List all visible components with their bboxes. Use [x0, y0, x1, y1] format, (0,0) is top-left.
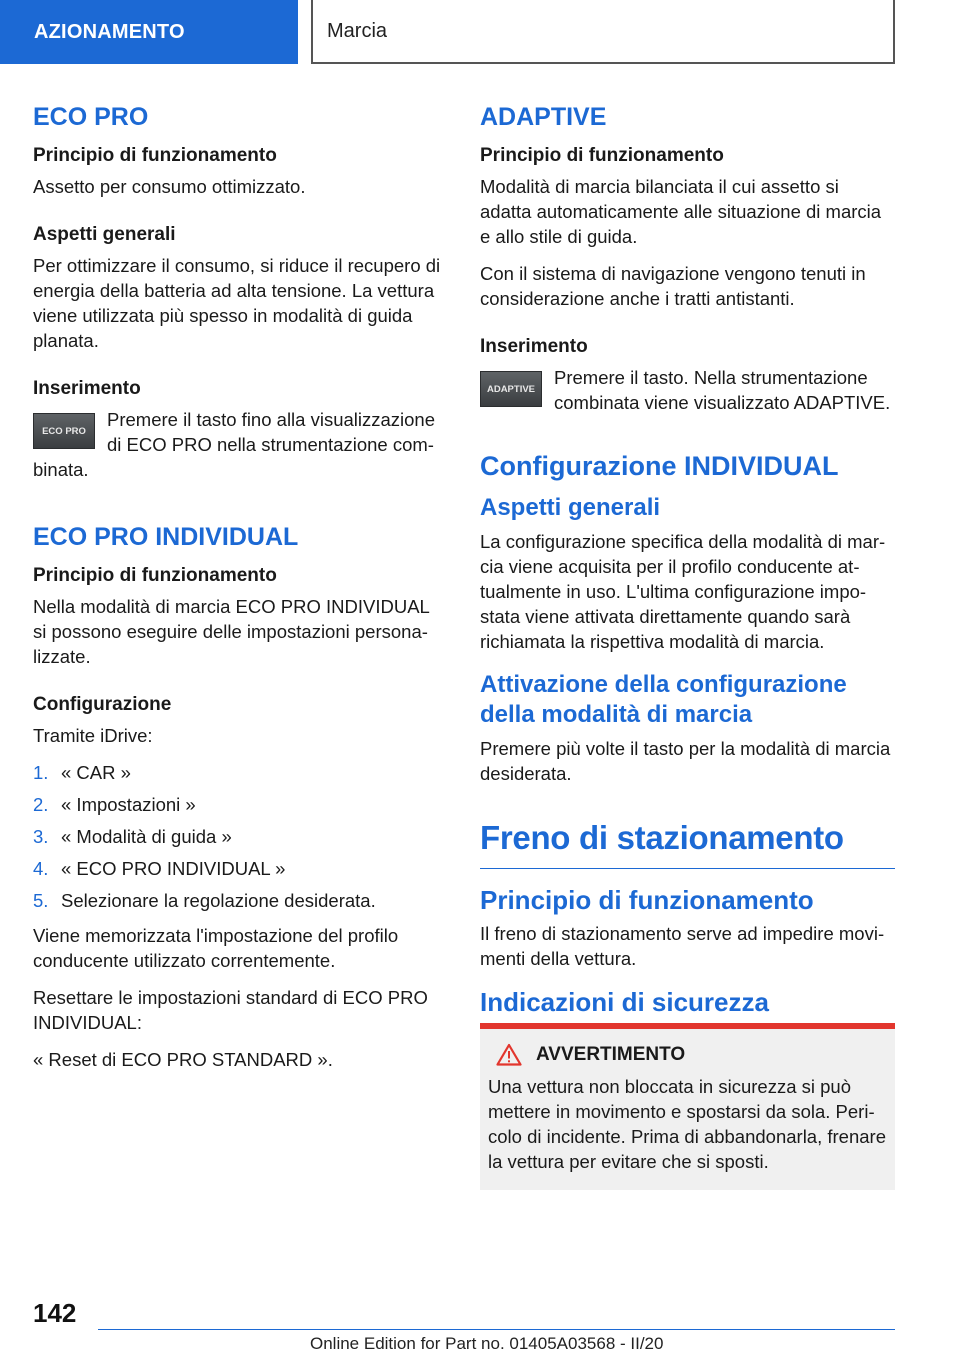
eco-pro-individual-heading: ECO PRO INDIVIDUAL: [33, 523, 299, 551]
footer-divider: [98, 1329, 895, 1330]
eco-pro-insert-text: Premere il tasto fino alla visualizzazione di ECO PRO nella strumentazione combinata.: [33, 409, 436, 480]
parking-brake-principle-text: Il freno di stazionamento serve ad impedire movimenti della vettura.: [480, 923, 885, 969]
list-item: 3. « Modalità di guida »: [33, 826, 232, 847]
eco-pro-principle-heading: Principio di funzionamento: [33, 145, 277, 166]
eco-pro-individual-principle-text: Nella modalità di marcia ECO PRO INDIVIDUAL si possono eseguire delle impostazioni personalizzate.: [33, 596, 430, 667]
safety-heading: Indicazioni di sicurezza: [480, 987, 769, 1017]
section-tab: AZIONAMENTO: [0, 0, 298, 64]
reset-text: Resettare le impostazioni standard di ECO PRO INDIVIDUAL:: [33, 987, 428, 1033]
profile-saved-text: Viene memorizzata l'impostazione del profilo conducente utilizzato correntemente.: [33, 925, 399, 971]
individual-general-heading: Aspetti generali: [480, 494, 661, 521]
warning-title-row: [488, 1043, 887, 1066]
activation-text: Premere più volte il tasto per la modalità di marcia desiderata.: [480, 738, 891, 784]
adaptive-insert-row: [480, 365, 895, 427]
adaptive-text-2: Con il sistema di navigazione vengono tenuti in considerazione anche i tratti antistanti.: [480, 263, 866, 309]
eco-pro-individual-principle-heading: Principio di funzionamento: [33, 565, 277, 586]
reset-command-text: « Reset di ECO PRO STANDARD ».: [33, 1049, 333, 1070]
right-column: [480, 100, 895, 1190]
adaptive-key-image: ADAPTIVE: [480, 371, 542, 407]
section-divider: [480, 868, 895, 869]
warning-box: [480, 1029, 895, 1190]
eco-pro-heading: ECO PRO: [33, 103, 149, 131]
individual-general-text: La configurazione specifica della modalità di marcia viene acquisita per il profilo conducente attualmente in uso. L'ultima configurazione impostata viene attivata direttamente quando sarà richiamata la rispettiva modalità di marcia.: [480, 531, 886, 652]
eco-pro-general-text: Per ottimizzare il consumo, si riduce il recupero di energia della batteria ad alta tensione. La vettura viene utilizzata più spesso in modalità di guida planata.: [33, 255, 441, 351]
edition-footer: Online Edition for Part no. 01405A03568 - II/20: [310, 1334, 664, 1353]
left-column: [33, 100, 443, 1084]
eco-pro-insert-row: [33, 407, 443, 494]
adaptive-text-1: Modalità di marcia bilanciata il cui assetto si adatta automaticamente alle situazione di marcia e allo stile di guida.: [480, 176, 882, 247]
configuration-text: Tramite iDrive:: [33, 725, 153, 746]
adaptive-insert-heading: Inserimento: [480, 336, 588, 357]
configuration-heading: Configurazione: [33, 694, 172, 715]
eco-pro-principle-text: Assetto per consumo ottimizzato.: [33, 176, 306, 197]
parking-brake-heading: Freno di stazionamento: [480, 819, 844, 856]
individual-config-heading: Configurazione INDIVIDUAL: [480, 451, 839, 481]
list-item: 2. « Impostazioni »: [33, 794, 196, 815]
warning-title: AVVERTIMENTO: [536, 1043, 686, 1065]
list-item: 5. Selezionare la regolazione desiderata.: [33, 890, 376, 911]
adaptive-heading: ADAPTIVE: [480, 103, 607, 131]
parking-brake-principle-heading: Principio di funzionamento: [480, 885, 814, 915]
eco-pro-insert-heading: Inserimento: [33, 378, 141, 399]
list-item: 4. « ECO PRO INDIVIDUAL »: [33, 858, 286, 879]
eco-pro-key-image: ECO PRO: [33, 413, 95, 449]
list-item: 1. « CAR »: [33, 762, 131, 783]
warning-triangle-icon: [496, 1043, 522, 1066]
idrive-steps-list: [33, 760, 443, 913]
chapter-tab: Marcia: [311, 0, 895, 64]
page-number: 142: [33, 1298, 77, 1328]
activation-heading: Attivazione della configurazione della modalità di marcia: [480, 671, 847, 728]
warning-text: Una vettura non bloccata in sicurezza si può mettere in movimento e spostarsi da sola. Pericolo di incidente. Prima di abbandonarla, frenare la vettura per evitare che si sposti.: [488, 1076, 886, 1172]
adaptive-principle-heading: Principio di funzionamento: [480, 145, 724, 166]
adaptive-insert-text: Premere il tasto. Nella strumentazione combinata viene visualizzato ADAPTIVE.: [554, 367, 891, 413]
eco-pro-general-heading: Aspetti generali: [33, 224, 176, 245]
